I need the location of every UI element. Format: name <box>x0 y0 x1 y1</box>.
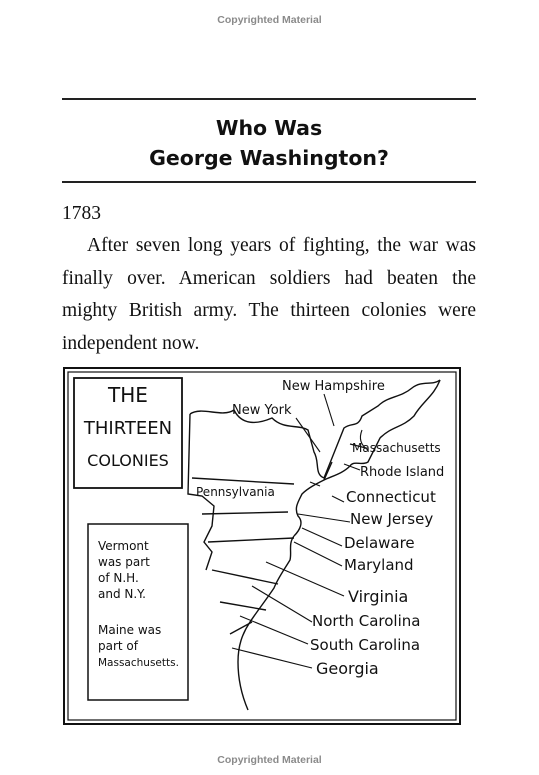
intro-paragraph: After seven long years of fighting, the war was finally over. American soldiers had beaten the mighty British army. The thirteen colonies were independent now. <box>62 235 476 354</box>
label-new-hampshire: New Hampshire <box>282 379 385 394</box>
chapter-title-line2: George Washington? <box>149 146 389 170</box>
note-line-5: Maine was <box>98 623 162 637</box>
note-line-6: part of <box>98 639 138 653</box>
label-massachusetts: Massachusetts <box>352 441 441 455</box>
label-pennsylvania: Pennsylvania <box>196 485 275 499</box>
thirteen-colonies-map <box>62 366 462 726</box>
label-rhode-island: Rhode Island <box>360 465 445 480</box>
label-north-carolina: North Carolina <box>312 612 421 630</box>
year-text: 1783 <box>62 203 101 224</box>
map-title-line3: COLONIES <box>87 451 169 470</box>
label-delaware: Delaware <box>344 534 415 552</box>
label-virginia: Virginia <box>348 587 409 606</box>
label-georgia: Georgia <box>316 659 379 678</box>
label-south-carolina: South Carolina <box>310 636 421 654</box>
copyright-footer: Copyrighted Material <box>217 754 322 766</box>
chapter-title-line1: Who Was <box>215 116 323 140</box>
label-connecticut: Connecticut <box>346 488 436 506</box>
label-new-york: New York <box>232 403 292 418</box>
label-new-jersey: New Jersey <box>350 510 434 528</box>
note-line-1: Vermont <box>98 539 149 553</box>
copyright-header: Copyrighted Material <box>217 14 322 26</box>
note-line-2: was part <box>98 555 150 569</box>
note-line-3: of N.H. <box>98 571 139 585</box>
map-title-line1: THE <box>108 383 148 407</box>
title-rule-bottom <box>62 181 476 183</box>
title-rule-top <box>62 98 476 100</box>
note-line-7: Massachusetts. <box>98 657 179 669</box>
note-line-4: and N.Y. <box>98 587 146 601</box>
map-title-line2: THIRTEEN <box>83 418 173 439</box>
label-maryland: Maryland <box>344 556 414 574</box>
